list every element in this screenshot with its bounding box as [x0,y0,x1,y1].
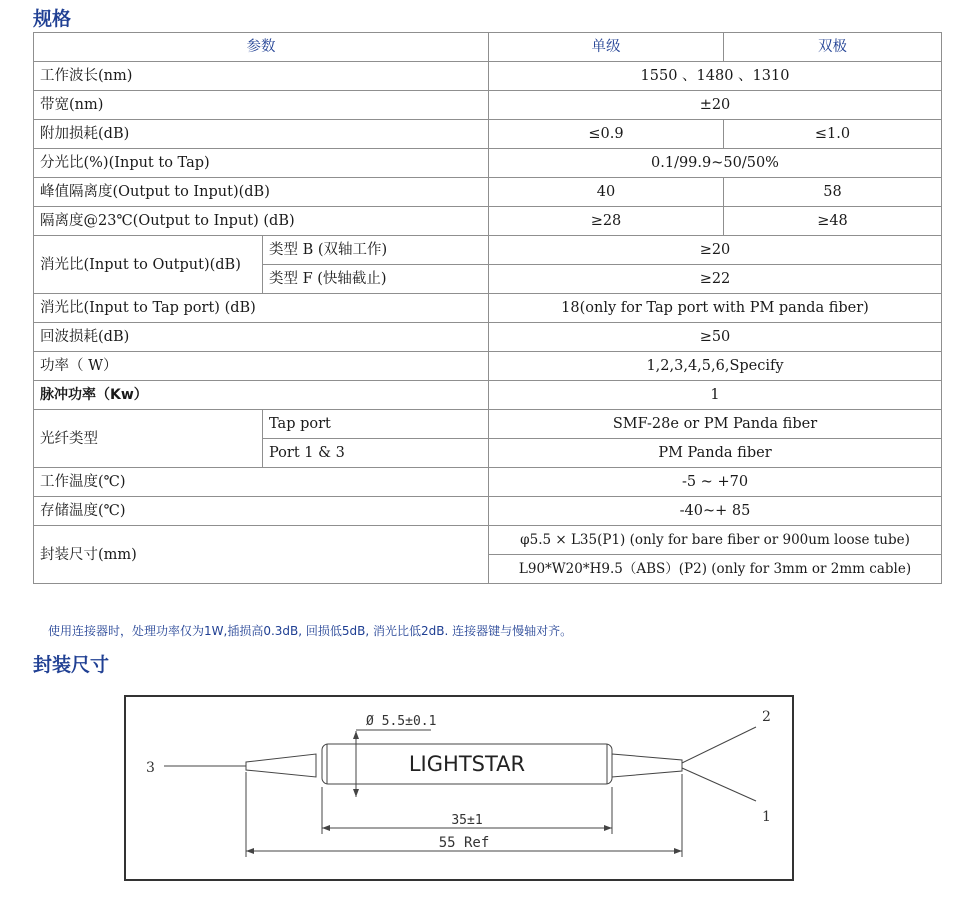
row-label: 回波损耗(dB) [34,323,489,352]
row-label: 附加损耗(dB) [34,120,489,149]
row-value: 1550 、1480 、1310 [489,62,942,91]
row-value: ≥22 [489,265,942,294]
row-label: 封装尺寸(mm) [34,526,489,584]
row-value-single: 40 [489,178,724,207]
row-sublabel: 类型 B (双轴工作) [263,236,489,265]
body-length-label: 35±1 [451,813,483,828]
fiber-line-1 [682,768,756,801]
table-row [34,207,942,236]
row-value: 0.1/99.9~50/50% [489,149,942,178]
port-3-label: 3 [146,760,155,776]
row-value-single: ≤0.9 [489,120,724,149]
row-label: 峰值隔离度(Output to Input)(dB) [34,178,489,207]
row-value: -5 ~ +70 [489,468,942,497]
diameter-label: Ø 5.5±0.1 [366,714,437,729]
table-row [34,178,942,207]
package-drawing-svg [126,697,792,879]
table-row [34,120,942,149]
row-value: SMF-28e or PM Panda fiber [489,410,942,439]
table-row [34,468,942,497]
row-label: 工作波长(nm) [34,62,489,91]
row-value-dual: ≥48 [724,207,942,236]
right-boot [612,754,682,777]
row-label: 功率（ W） [34,352,489,381]
table-row [34,91,942,120]
header-param: 参数 [34,33,489,62]
total-length-label: 55 Ref [438,835,490,851]
table-row [34,149,942,178]
connector-note: 使用连接器时，处理功率仅为1W,插损高0.3dB, 回损低5dB, 消光比低2dB. 连接器键与慢轴对齐。 [48,624,573,638]
row-label: 工作温度(℃) [34,468,489,497]
table-row [34,352,942,381]
row-label: 消光比(Input to Tap port) (dB) [34,294,489,323]
spec-table [33,32,942,584]
row-value: ≥20 [489,236,942,265]
row-value: L90*W20*H9.5（ABS）(P2) (only for 3mm or 2mm cable) [489,555,942,584]
row-value: 1,2,3,4,5,6,Specify [489,352,942,381]
table-header-row [34,33,942,62]
row-value: PM Panda fiber [489,439,942,468]
row-label: 分光比(%)(Input to Tap) [34,149,489,178]
row-value: -40~+ 85 [489,497,942,526]
row-label: 存储温度(℃) [34,497,489,526]
row-value: φ5.5 × L35(P1) (only for bare fiber or 900um loose tube) [489,526,942,555]
table-row [34,381,942,410]
row-sublabel: Port 1 & 3 [263,439,489,468]
spec-section-title: 规格 [33,8,72,30]
row-value: ≥50 [489,323,942,352]
table-row [34,323,942,352]
package-drawing [124,695,794,881]
row-label: 脉冲功率（Kw） [34,381,489,410]
table-row [34,236,942,265]
row-value: 18(only for Tap port with PM panda fiber) [489,294,942,323]
row-sublabel: Tap port [263,410,489,439]
row-value: 1 [489,381,942,410]
table-row [34,62,942,91]
row-sublabel: 类型 F (快轴截止) [263,265,489,294]
row-label: 带宽(nm) [34,91,489,120]
row-label: 隔离度@23℃(Output to Input) (dB) [34,207,489,236]
table-row [34,497,942,526]
fiber-line-2 [682,727,756,763]
port-2-label: 2 [762,709,771,725]
port-1-label: 1 [762,809,771,825]
left-boot [246,754,316,777]
table-row [34,526,942,555]
brand-label: LIGHTSTAR [408,752,526,776]
header-single: 单级 [489,33,724,62]
row-value: ±20 [489,91,942,120]
row-value-single: ≥28 [489,207,724,236]
header-dual: 双极 [724,33,942,62]
row-label: 光纤类型 [34,410,263,468]
package-section-title: 封装尺寸 [33,654,110,676]
table-row [34,410,942,439]
table-row [34,294,942,323]
row-label: 消光比(Input to Output)(dB) [34,236,263,294]
row-value-dual: 58 [724,178,942,207]
row-value-dual: ≤1.0 [724,120,942,149]
